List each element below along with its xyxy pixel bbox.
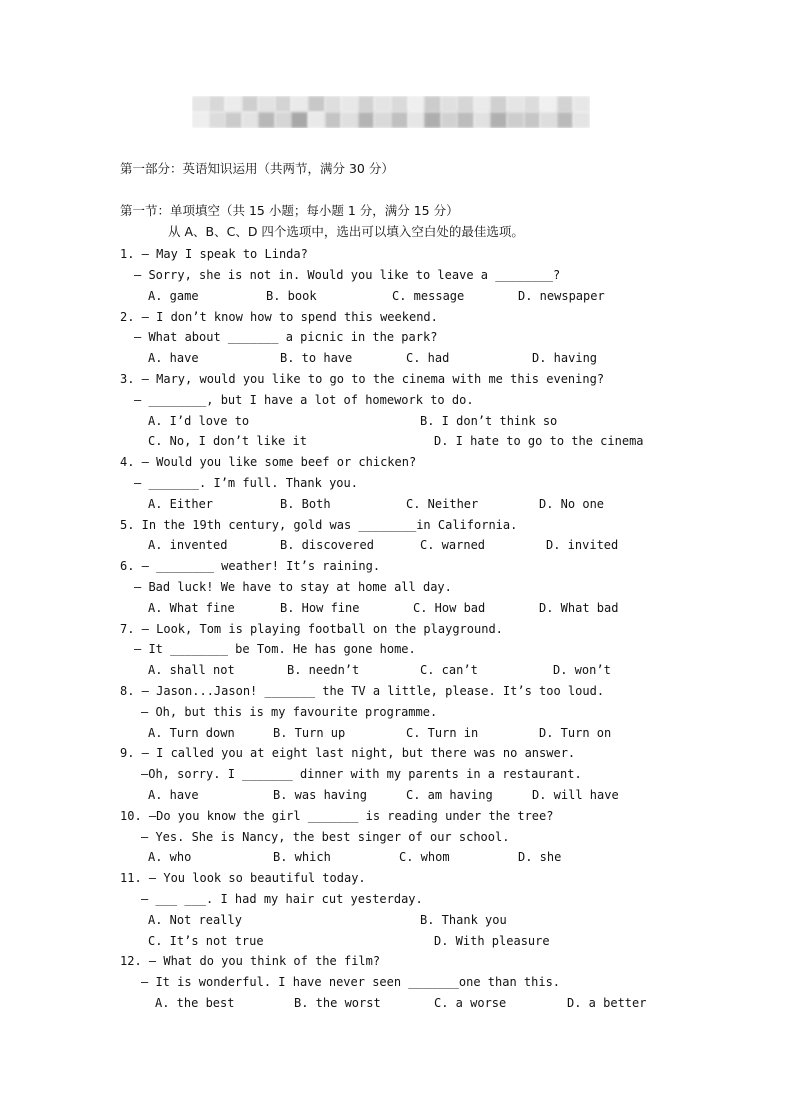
question-7-option-a: A. shall not [148, 663, 235, 677]
blurred-title-fragment [408, 96, 425, 112]
blurred-title-fragment [308, 112, 325, 128]
part-title: 第一部分：英语知识运用（共两节，满分 30 分） [120, 161, 394, 176]
question-5-option-c: C. warned [420, 538, 486, 552]
question-12-line-2: — It is wonderful. I have never seen _______one than this. [141, 975, 561, 989]
question-9-option-c: C. am having [406, 788, 493, 802]
blurred-title-fragment [225, 96, 242, 112]
question-7-option-c: C. can’t [420, 663, 478, 677]
blurred-title-fragment [441, 96, 458, 112]
question-1-option-d: D. newspaper [518, 289, 605, 303]
question-10-line-2: — Yes. She is Nancy, the best singer of our school. [141, 830, 510, 844]
question-8-option-d: D. Turn on [539, 726, 612, 740]
question-4-option-d: D. No one [539, 497, 605, 511]
question-10-option-a: A. who [148, 850, 192, 864]
blurred-title-fragment [258, 112, 275, 128]
question-3-option-c: C. No, I don’t like it [148, 434, 307, 448]
question-11-option-d: D. With pleasure [434, 934, 550, 948]
question-2-option-b: B. to have [280, 351, 353, 365]
question-1-option-b: B. book [266, 289, 317, 303]
question-11-line-2: — ___ ___. I had my hair cut yesterday. [141, 892, 423, 906]
blurred-title-fragment [573, 96, 590, 112]
question-11-option-b: B. Thank you [420, 913, 507, 927]
question-3-option-b: B. I don’t think so [420, 414, 558, 428]
question-3-option-a: A. I’d love to [148, 414, 250, 428]
blurred-title-fragment [490, 96, 507, 112]
blurred-title-fragment [424, 96, 441, 112]
question-11-option-c: C. It’s not true [148, 934, 264, 948]
question-2-option-d: D. having [532, 351, 598, 365]
blurred-title-fragment [291, 112, 308, 128]
question-10-option-c: C. whom [399, 850, 450, 864]
question-9-option-b: B. was having [273, 788, 367, 802]
blurred-title-fragment [258, 96, 275, 112]
blurred-title-fragment [490, 112, 507, 128]
question-6-option-d: D. What bad [539, 601, 619, 615]
question-8-line-2: — Oh, but this is my favourite programme. [141, 705, 438, 719]
question-11-option-a: A. Not really [148, 913, 242, 927]
blurred-title-fragment [524, 112, 541, 128]
blurred-title-fragment [291, 96, 308, 112]
blurred-title-fragment [358, 112, 375, 128]
blurred-title-fragment [325, 112, 342, 128]
question-2-line-1: 2. — I don’t know how to spend this weekend. [120, 310, 438, 324]
instruction-text: 从 A、B、C、D 四个选项中，选出可以填入空白处的最佳选项。 [168, 224, 524, 239]
blurred-title-fragment [325, 96, 342, 112]
blurred-title-fragment [225, 112, 242, 128]
blurred-title-fragment [242, 112, 259, 128]
blurred-title-fragment [192, 96, 209, 112]
blurred-title-fragment [457, 96, 474, 112]
question-11-line-1: 11. — You look so beautiful today. [120, 871, 366, 885]
blurred-title-fragment [308, 96, 325, 112]
question-12-line-1: 12. — What do you think of the film? [120, 954, 381, 968]
blurred-title-fragment [457, 112, 474, 128]
question-7-line-1: 7. — Look, Tom is playing football on the playground. [120, 622, 503, 636]
blurred-title-fragment [209, 112, 226, 128]
question-9-line-2: —Oh, sorry. I _______ dinner with my parents in a restaurant. [141, 767, 582, 781]
question-5-line-1: 5. In the 19th century, gold was ________in California. [120, 518, 518, 532]
question-3-line-1: 3. — Mary, would you like to go to the cinema with me this evening? [120, 372, 605, 386]
question-12-option-c: C. a worse [434, 996, 507, 1010]
blurred-title-fragment [391, 112, 408, 128]
blurred-title-fragment [507, 96, 524, 112]
blurred-title-fragment [474, 96, 491, 112]
blurred-title-fragment [474, 112, 491, 128]
question-4-line-1: 4. — Would you like some beef or chicken? [120, 455, 417, 469]
blurred-title-fragment [242, 96, 259, 112]
question-10-line-1: 10. —Do you know the girl _______ is reading under the tree? [120, 809, 554, 823]
blurred-title-fragment [341, 96, 358, 112]
question-8-line-1: 8. — Jason...Jason! _______ the TV a little, please. It’s too loud. [120, 684, 605, 698]
question-9-line-1: 9. — I called you at eight last night, but there was no answer. [120, 746, 576, 760]
blurred-title-fragment [358, 96, 375, 112]
question-4-option-a: A. Either [148, 497, 214, 511]
question-12-option-b: B. the worst [294, 996, 381, 1010]
question-4-option-c: C. Neither [406, 497, 479, 511]
question-10-option-d: D. she [518, 850, 562, 864]
blurred-title-fragment [557, 96, 574, 112]
question-8-option-c: C. Turn in [406, 726, 479, 740]
blurred-title-fragment [408, 112, 425, 128]
question-8-option-a: A. Turn down [148, 726, 235, 740]
blurred-title-fragment [557, 112, 574, 128]
question-7-option-d: D. won’t [553, 663, 611, 677]
question-1-line-1: 1. — May I speak to Linda? [120, 247, 308, 261]
blurred-title-fragment [192, 112, 209, 128]
question-6-option-c: C. How bad [413, 601, 486, 615]
question-3-line-2: — ________, but I have a lot of homework to do. [134, 393, 474, 407]
blurred-title-fragment [341, 112, 358, 128]
question-12-option-a: A. the best [155, 996, 235, 1010]
blurred-title-fragment [275, 112, 292, 128]
question-1-option-a: A. game [148, 289, 199, 303]
question-9-option-a: A. have [148, 788, 199, 802]
blurred-title-fragment [209, 96, 226, 112]
blurred-title-fragment [424, 112, 441, 128]
blurred-title-fragment [540, 112, 557, 128]
blurred-title-fragment [374, 112, 391, 128]
blurred-title-fragment [441, 112, 458, 128]
section-title: 第一节：单项填空（共 15 小题；每小题 1 分，满分 15 分） [120, 203, 459, 218]
question-2-option-a: A. have [148, 351, 199, 365]
question-4-line-2: — _______. I’m full. Thank you. [134, 476, 358, 490]
question-2-option-c: C. had [406, 351, 450, 365]
question-1-line-2: — Sorry, she is not in. Would you like to leave a ________? [134, 268, 561, 282]
question-5-option-b: B. discovered [280, 538, 374, 552]
question-2-line-2: — What about _______ a picnic in the park? [134, 330, 438, 344]
blurred-title-fragment [507, 112, 524, 128]
blurred-title-fragment [540, 96, 557, 112]
question-6-line-1: 6. — ________ weather! It’s raining. [120, 559, 381, 573]
question-10-option-b: B. which [273, 850, 331, 864]
blurred-title-fragment [391, 96, 408, 112]
blurred-title-fragment [573, 112, 590, 128]
question-3-option-d: D. I hate to go to the cinema [434, 434, 644, 448]
blurred-title-banner [192, 96, 590, 128]
blurred-title-fragment [275, 96, 292, 112]
question-5-option-d: D. invited [546, 538, 619, 552]
question-5-option-a: A. invented [148, 538, 228, 552]
question-12-option-d: D. a better [567, 996, 647, 1010]
question-6-line-2: — Bad luck! We have to stay at home all day. [134, 580, 452, 594]
question-6-option-b: B. How fine [280, 601, 360, 615]
question-4-option-b: B. Both [280, 497, 331, 511]
question-8-option-b: B. Turn up [273, 726, 346, 740]
question-9-option-d: D. will have [532, 788, 619, 802]
question-7-option-b: B. needn’t [287, 663, 360, 677]
blurred-title-fragment [524, 96, 541, 112]
blurred-title-fragment [374, 96, 391, 112]
question-7-line-2: — It ________ be Tom. He has gone home. [134, 642, 416, 656]
question-6-option-a: A. What fine [148, 601, 235, 615]
question-1-option-c: C. message [392, 289, 465, 303]
